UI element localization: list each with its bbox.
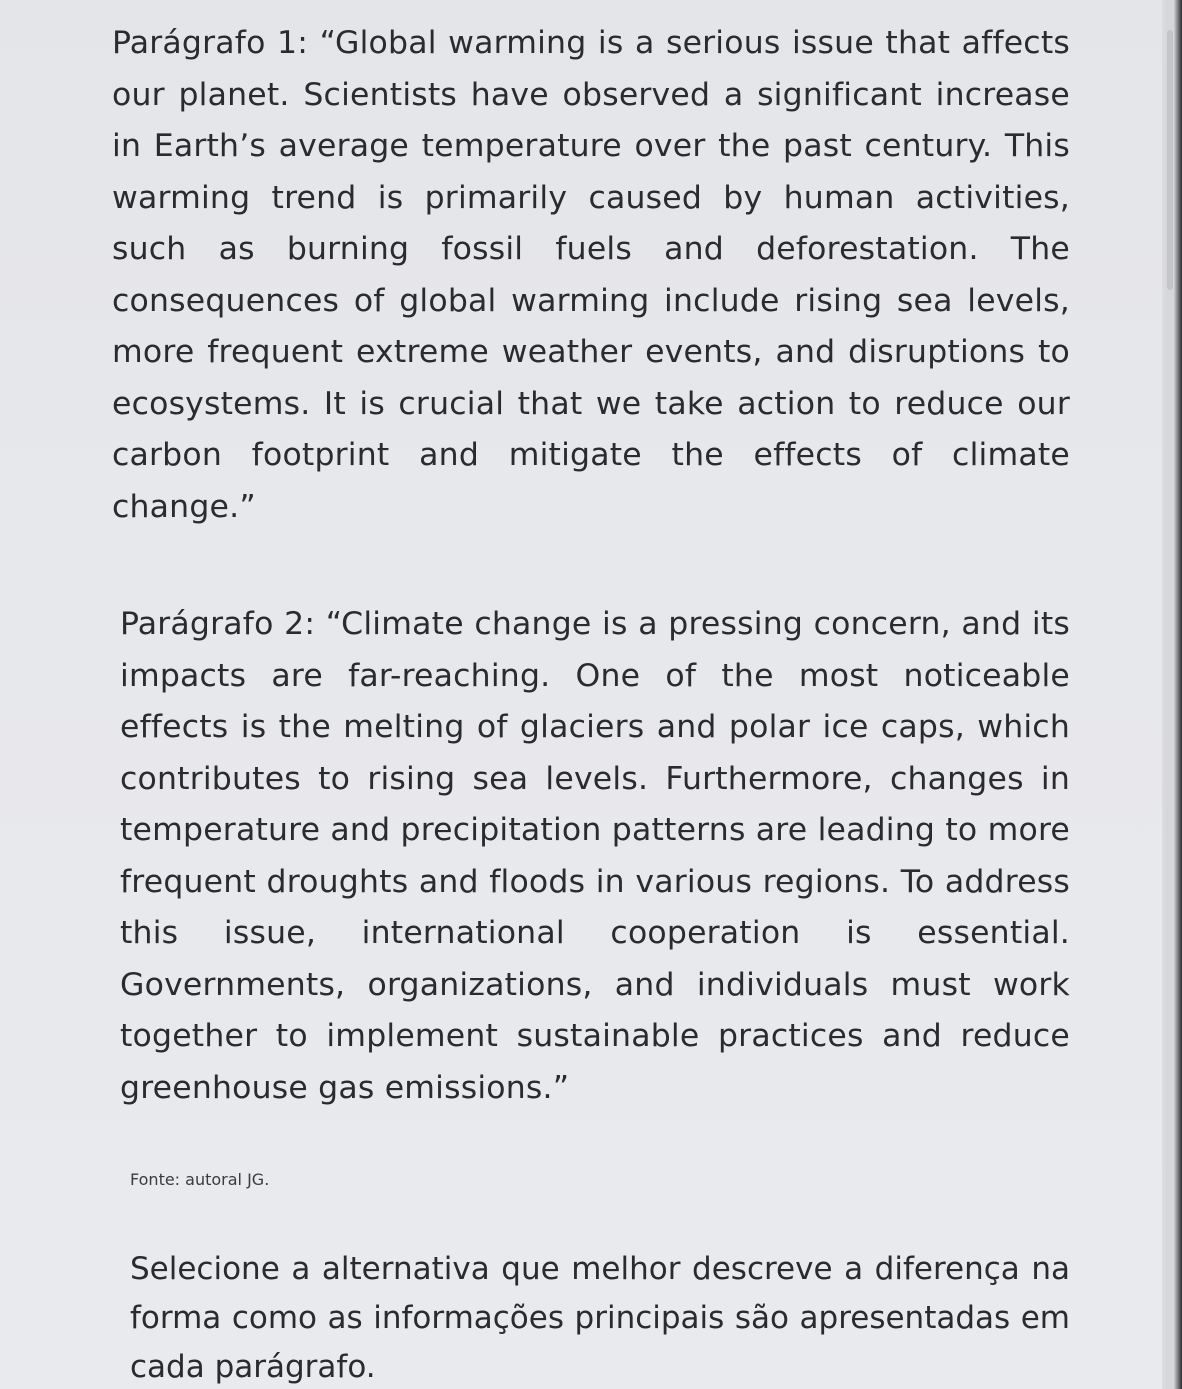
paragraph-2-text: “Climate change is a pressing concern, and its impacts are far-reaching. One of the most noticeable effects is the melting of glaciers and polar ice caps, which contributes to rising sea levels. Furthermore, changes in temperature and precipitation patterns are leading to more frequent droughts and floods in various regions. To address this issue, international cooperation is essential. Governments, organizations, and individuals must work together to implement sustainable practices and reduce greenhouse gas emissions.” <box>120 606 1070 1106</box>
source-caption: Fonte: autoral JG. <box>130 1170 270 1189</box>
paragraph-2-label: Parágrafo 2: <box>120 606 316 642</box>
scrollbar-thumb[interactable] <box>1167 30 1173 290</box>
paragraph-1 <box>112 18 1070 533</box>
question-content <box>112 18 1070 1389</box>
question-prompt: Selecione a alternativa que melhor descreve a diferença na forma como as informações principais são apresentadas em cada parágrafo. <box>130 1251 1070 1385</box>
paragraph-1-text: “Global warming is a serious issue that affects our planet. Scientists have observed a significant increase in Earth’s average temperature over the past century. This warming trend is primarily caused by human activities, such as burning fossil fuels and deforestation. The consequences of global warming include rising sea levels, more frequent extreme weather events, and disruptions to ecosystems. It is crucial that we take action to reduce our carbon footprint and mitigate the effects of climate change.” <box>112 25 1070 525</box>
paragraph-2 <box>112 599 1070 1114</box>
paragraph-1-label: Parágrafo 1: <box>112 25 309 61</box>
